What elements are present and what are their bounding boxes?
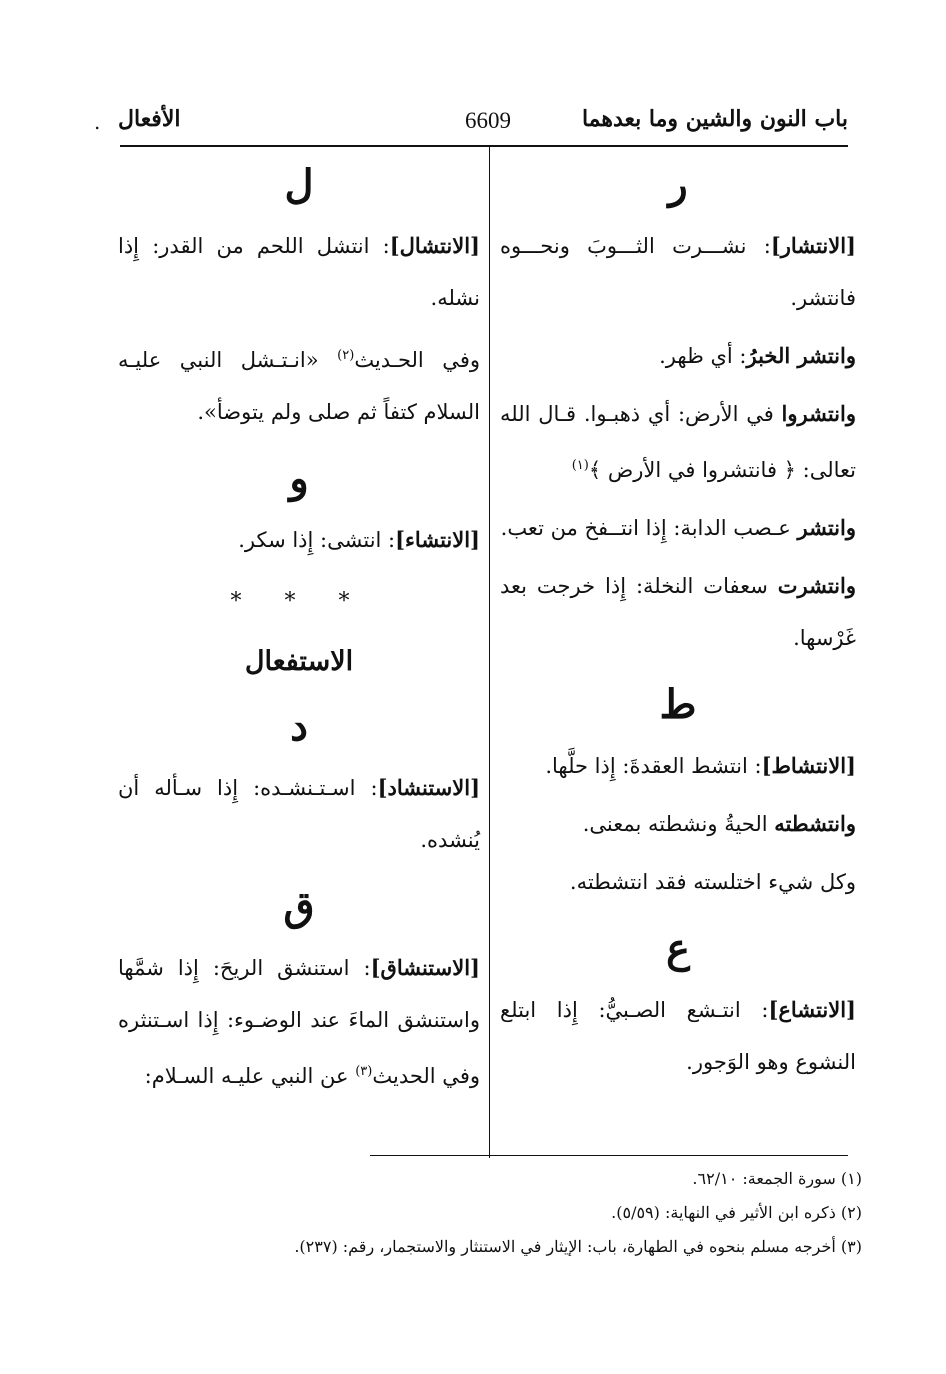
entry-ikhtalasa bbox=[500, 856, 856, 908]
footnote-ref-3: (٣) bbox=[355, 1064, 373, 1079]
entry-term: [الاستنشاق] bbox=[370, 955, 480, 980]
entry-text: : انتشى: إِذا سكر. bbox=[238, 528, 396, 552]
entry-text: : انتشل اللحم من القدر: إِذا نشله. bbox=[118, 234, 480, 310]
entry-hadith-intashala bbox=[118, 330, 480, 438]
letter-heading-waw: و bbox=[289, 455, 309, 502]
entry-text: وكل شيء اختلسته فقد انتشطته. bbox=[569, 870, 856, 894]
footnote-ref-2: (٢) bbox=[337, 348, 355, 363]
footnote-ref-1: (١) bbox=[571, 458, 589, 473]
footnote-1: (١) سورة الجمعة: ٦٢/١٠. bbox=[692, 1169, 862, 1188]
entry-intasharat-saafat bbox=[500, 560, 856, 664]
entry-text: الحيةُ ونشطته بمعنى. bbox=[582, 812, 775, 836]
entry-istinshad bbox=[118, 762, 480, 866]
entry-term: [الانتشاء] bbox=[395, 527, 480, 552]
entry-intishal bbox=[118, 220, 480, 324]
entry-text: عن النبي عليـه السـلام: bbox=[144, 1064, 356, 1088]
entry-text: : انتـشع الصـبيُّ: إِذا ابتلع النشوع وهو الوَجور. bbox=[500, 998, 856, 1074]
entry-intisha-sukr bbox=[118, 514, 480, 566]
footnote-2: (٢) ذكره ابن الأثير في النهاية: (٥/٥٩). bbox=[611, 1203, 862, 1222]
entry-intisha bbox=[500, 984, 856, 1088]
entry-intashar-khabar bbox=[500, 330, 856, 382]
entry-text: وفي الحـديث bbox=[354, 348, 480, 372]
header-mark: . bbox=[94, 110, 101, 134]
entry-text: «انـتـشل النبي عليـه السلام كتفاً ثم صلى ولم يتوضأ». bbox=[118, 348, 480, 424]
entry-text: : نشـــرت الثـــوبَ ونحـــوه فانتشر. bbox=[500, 234, 856, 310]
section-heading-istifal: الاستفعال bbox=[244, 646, 354, 677]
letter-heading-qaf: ق bbox=[283, 883, 315, 930]
entry-term: وانتشر bbox=[797, 515, 856, 540]
entry-term: وانتشرت bbox=[777, 573, 856, 598]
section-separator-stars: * * * bbox=[230, 589, 368, 614]
column-divider bbox=[489, 146, 490, 1158]
footnote-rule bbox=[370, 1155, 848, 1156]
entry-term: [الانتشاط] bbox=[761, 753, 856, 778]
entry-intishat bbox=[500, 740, 856, 792]
letter-heading-ra: ر bbox=[668, 161, 688, 208]
entry-term: [الانتشار] bbox=[770, 233, 856, 258]
letter-heading-ta: ط bbox=[659, 681, 697, 728]
entry-text: : اسـتـنشـده: إِذا سـأله أن يُنشده. bbox=[118, 776, 480, 852]
letter-heading-dal: د bbox=[290, 703, 308, 750]
left-column bbox=[118, 150, 480, 1108]
entry-intasharu bbox=[500, 388, 856, 496]
entry-term: [الانتشاع] bbox=[768, 997, 856, 1022]
entry-text: : انتشط العقدةَ: إِذا حلَّها. bbox=[545, 754, 762, 778]
entry-istinshaq bbox=[118, 942, 480, 1102]
entry-text: في الأرض: أي ذهبـوا. قـال الله تعالى: ﴿ فانتشروا في الأرض ﴾ bbox=[500, 402, 856, 482]
entry-text: : أي ظهر. bbox=[659, 344, 747, 368]
entry-term: [الانتشال] bbox=[389, 233, 480, 258]
entry-term: وانتشر الخبرُ bbox=[746, 343, 856, 368]
right-column bbox=[500, 150, 856, 1094]
entry-text: : استنشق الريحَ: إِذا شمَّها واستنشق الماءَ عند الوضـوء: إِذا اسـتنثره وفي الحديث bbox=[118, 956, 480, 1088]
entry-intishar bbox=[500, 220, 856, 324]
section-title: باب النون والشين وما بعدهما bbox=[581, 106, 848, 132]
entry-term: [الاستنشاد] bbox=[377, 775, 480, 800]
page-header bbox=[94, 106, 848, 142]
entry-text: سعفات النخلة: إِذا خرجت بعد غَرْسها. bbox=[500, 574, 856, 650]
footnote-3: (٣) أخرجه مسلم بنحوه في الطهارة، باب: الإيثار في الاستنثار والاستجمار، رقم: (٢٣٧). bbox=[294, 1237, 862, 1256]
entry-intashar-asab bbox=[500, 502, 856, 554]
footnotes bbox=[262, 1162, 862, 1264]
entry-term: وانتشروا bbox=[781, 401, 856, 426]
entry-term: وانتشطته bbox=[774, 811, 856, 836]
letter-heading-ain: ع bbox=[666, 925, 690, 972]
page-number: 6609 bbox=[465, 108, 511, 133]
header-rule bbox=[120, 145, 848, 147]
letter-heading-lam: ل bbox=[284, 161, 314, 208]
entry-text: عـصب الدابة: إِذا انتــفخ من تعب. bbox=[500, 516, 798, 540]
entry-intashatat-hu bbox=[500, 798, 856, 850]
category-title: الأفعال bbox=[118, 106, 181, 132]
